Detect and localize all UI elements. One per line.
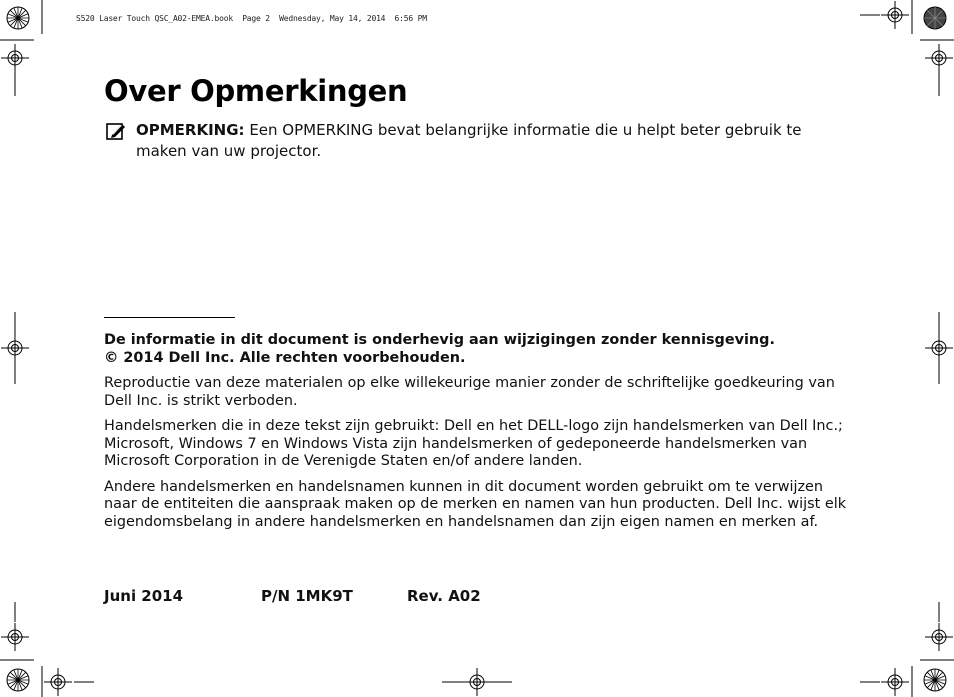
registration-star-icon: [924, 669, 946, 691]
note-text: [136, 120, 846, 162]
book-slug-line: S520 Laser Touch QSC_A02-EMEA.book Page 2 Wednesday, May 14, 2014 6:56 PM: [76, 14, 427, 23]
copyright-line: © 2014 Dell Inc. Alle rechten voorbehouden.: [104, 349, 466, 366]
registration-mark-icon: [881, 668, 909, 696]
page-title: Over Opmerkingen: [104, 74, 408, 108]
note-block: [106, 120, 846, 162]
registration-mark-icon: [925, 623, 953, 651]
registration-mark-icon: [1, 623, 29, 651]
legal-notice: [104, 332, 859, 539]
pencil-note-icon: [106, 121, 126, 141]
registration-mark-icon: [44, 668, 72, 696]
registration-star-icon: [924, 7, 946, 29]
registration-star-icon: [7, 669, 29, 691]
registration-mark-icon: [925, 44, 953, 72]
part-number: P/N 1MK9T: [261, 587, 353, 605]
legal-disclaimer: De informatie in dit document is onderhevig aan wijzigingen zonder kennisgeving.: [104, 332, 775, 348]
revision: Rev. A02: [407, 587, 481, 605]
separator-rule: [104, 317, 235, 318]
registration-mark-icon: [1, 44, 29, 72]
publication-date: Juni 2014: [104, 587, 184, 605]
other-trademarks-paragraph: Andere handelsmerken en handelsnamen kunnen in dit document worden gebruikt om te verwijzen naar de entiteiten die aanspraak maken op de merken en namen van hun producten. Dell Inc. wijst elk eigendomsbelang in andere handelsmerken en handelsnamen dan zijn eigen namen en merken af.: [104, 478, 847, 530]
registration-star-icon: [7, 7, 29, 29]
reproduction-paragraph: Reproductie van deze materialen op elke willekeurige manier zonder de schriftelijke goedkeuring van Dell Inc. is strikt verboden.: [104, 375, 835, 409]
trademarks-paragraph: Handelsmerken die in deze tekst zijn gebruikt: Dell en het DELL-logo zijn handelsmerken van Dell Inc.; Microsoft, Windows 7 en Windows Vista zijn handelsmerken of gedeponeerde handelsmerken van Microsoft Corporation in de Verenigde Staten en/of andere landen.: [104, 418, 843, 469]
registration-mark-icon: [881, 1, 909, 29]
note-body: Een OPMERKING bevat belangrijke informatie die u helpt beter gebruik te maken van uw projector.: [136, 121, 802, 160]
note-label: OPMERKING:: [136, 121, 245, 139]
